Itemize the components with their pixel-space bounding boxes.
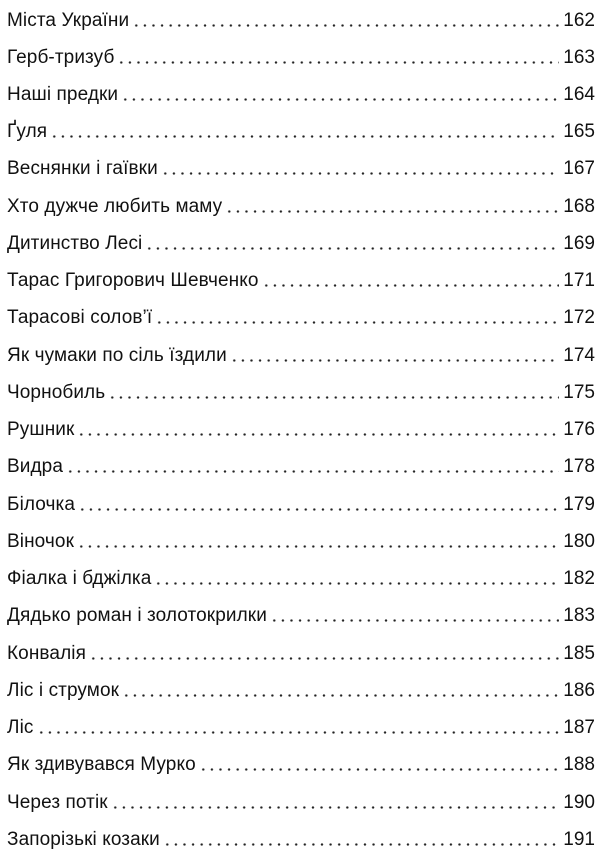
- toc-entry-page: 179: [563, 494, 595, 515]
- toc-entry: [7, 748, 595, 776]
- toc-entry-page: 167: [563, 158, 595, 179]
- toc-leader-dots: [108, 382, 559, 404]
- toc-entry-title: Як здивувався Мурко: [7, 754, 196, 775]
- toc-entry: [7, 376, 595, 404]
- toc-entry-page: 175: [563, 382, 595, 403]
- toc-entry: [7, 786, 595, 814]
- toc-entry-page: 164: [563, 84, 595, 105]
- toc-entry: [7, 115, 595, 143]
- toc-entry: [7, 152, 595, 180]
- toc-entry: [7, 525, 595, 553]
- toc-entry-page: 172: [563, 307, 595, 328]
- toc-leader-dots: [225, 196, 559, 218]
- toc-entry-title: Веснянки і гаївки: [7, 158, 158, 179]
- toc-entry-title: Конвалія: [7, 643, 86, 664]
- toc-entry-title: Тарасові солов’ї: [7, 307, 153, 328]
- toc-leader-dots: [163, 829, 559, 851]
- toc-leader-dots: [230, 345, 559, 367]
- toc-entry-title: Видра: [7, 456, 64, 477]
- toc-entry-page: 183: [563, 605, 595, 626]
- toc-entry: [7, 823, 595, 851]
- toc-entry: [7, 599, 595, 627]
- toc-entry: [7, 339, 595, 367]
- toc-entry: [7, 227, 595, 255]
- toc-leader-dots: [77, 419, 559, 441]
- toc-entry-title: Білочка: [7, 494, 76, 515]
- toc-entry: [7, 711, 595, 739]
- toc-entry-page: 188: [563, 754, 595, 775]
- toc-entry-title: Тарас Григорович Шевченко: [7, 270, 259, 291]
- toc-entry-title: Дитинство Лесі: [7, 233, 143, 254]
- toc-entry-page: 171: [563, 270, 595, 291]
- toc-leader-dots: [270, 605, 559, 627]
- toc-entry: [7, 264, 595, 292]
- toc-entry-page: 182: [563, 568, 595, 589]
- toc-entry-page: 180: [563, 531, 595, 552]
- toc-entry: [7, 562, 595, 590]
- toc-entry-title: Через потік: [7, 792, 108, 813]
- toc-entry-title: Дядько роман і золотокрилки: [7, 605, 267, 626]
- toc-entry-title: Як чумаки по сіль їздили: [7, 345, 227, 366]
- toc-entry: [7, 78, 595, 106]
- toc-entry-title: Ґуля: [7, 121, 48, 142]
- toc-entry-page: 165: [563, 121, 595, 142]
- toc-entry-title: Рушник: [7, 419, 75, 440]
- toc-entry-page: 186: [563, 680, 595, 701]
- toc-entry-page: 187: [563, 717, 595, 738]
- toc-entry-title: Фіалка і бджілка: [7, 568, 152, 589]
- toc-entry-title: Герб-тризуб: [7, 47, 115, 68]
- toc-entry-title: Міста України: [7, 10, 130, 31]
- toc-entry: [7, 190, 595, 218]
- toc-entry-title: Запорізькі козаки: [7, 829, 160, 850]
- toc-leader-dots: [66, 456, 559, 478]
- toc-entry-title: Ліс і струмок: [7, 680, 120, 701]
- toc-leader-dots: [121, 84, 559, 106]
- toc-entry: [7, 674, 595, 702]
- toc-entry: [7, 488, 595, 516]
- toc-entry-page: 190: [563, 792, 595, 813]
- toc-entry: [7, 4, 595, 32]
- toc-leader-dots: [262, 270, 560, 292]
- toc-leader-dots: [78, 494, 559, 516]
- toc-entry-page: 176: [563, 419, 595, 440]
- toc-leader-dots: [111, 792, 560, 814]
- toc-entry-title: Наші предки: [7, 84, 119, 105]
- toc-entry-title: Ліс: [7, 717, 34, 738]
- toc-entry-page: 169: [563, 233, 595, 254]
- toc-leader-dots: [122, 680, 559, 702]
- toc-entry-page: 191: [563, 829, 595, 850]
- toc-entry: [7, 301, 595, 329]
- toc-leader-dots: [50, 121, 559, 143]
- toc-entry-page: 174: [563, 345, 595, 366]
- toc-leader-dots: [161, 158, 560, 180]
- toc-leader-dots: [145, 233, 559, 255]
- toc-entry: [7, 637, 595, 665]
- toc-entry-page: 168: [563, 196, 595, 217]
- toc-entry-page: 185: [563, 643, 595, 664]
- toc-leader-dots: [155, 307, 559, 329]
- toc-entry-title: Чорнобиль: [7, 382, 106, 403]
- toc-entry: [7, 41, 595, 69]
- toc-entry: [7, 450, 595, 478]
- toc-leader-dots: [117, 47, 559, 69]
- toc-leader-dots: [154, 568, 559, 590]
- toc-leader-dots: [199, 754, 560, 776]
- toc-entry-page: 162: [563, 10, 595, 31]
- toc-entry-title: Віночок: [7, 531, 75, 552]
- toc-entry: [7, 413, 595, 441]
- toc-entry-page: 163: [563, 47, 595, 68]
- toc-leader-dots: [77, 531, 559, 553]
- toc-leader-dots: [37, 717, 560, 739]
- toc-leader-dots: [132, 10, 559, 32]
- toc-entry-page: 178: [563, 456, 595, 477]
- toc-entry-title: Хто дужче любить маму: [7, 196, 223, 217]
- toc-leader-dots: [89, 643, 559, 665]
